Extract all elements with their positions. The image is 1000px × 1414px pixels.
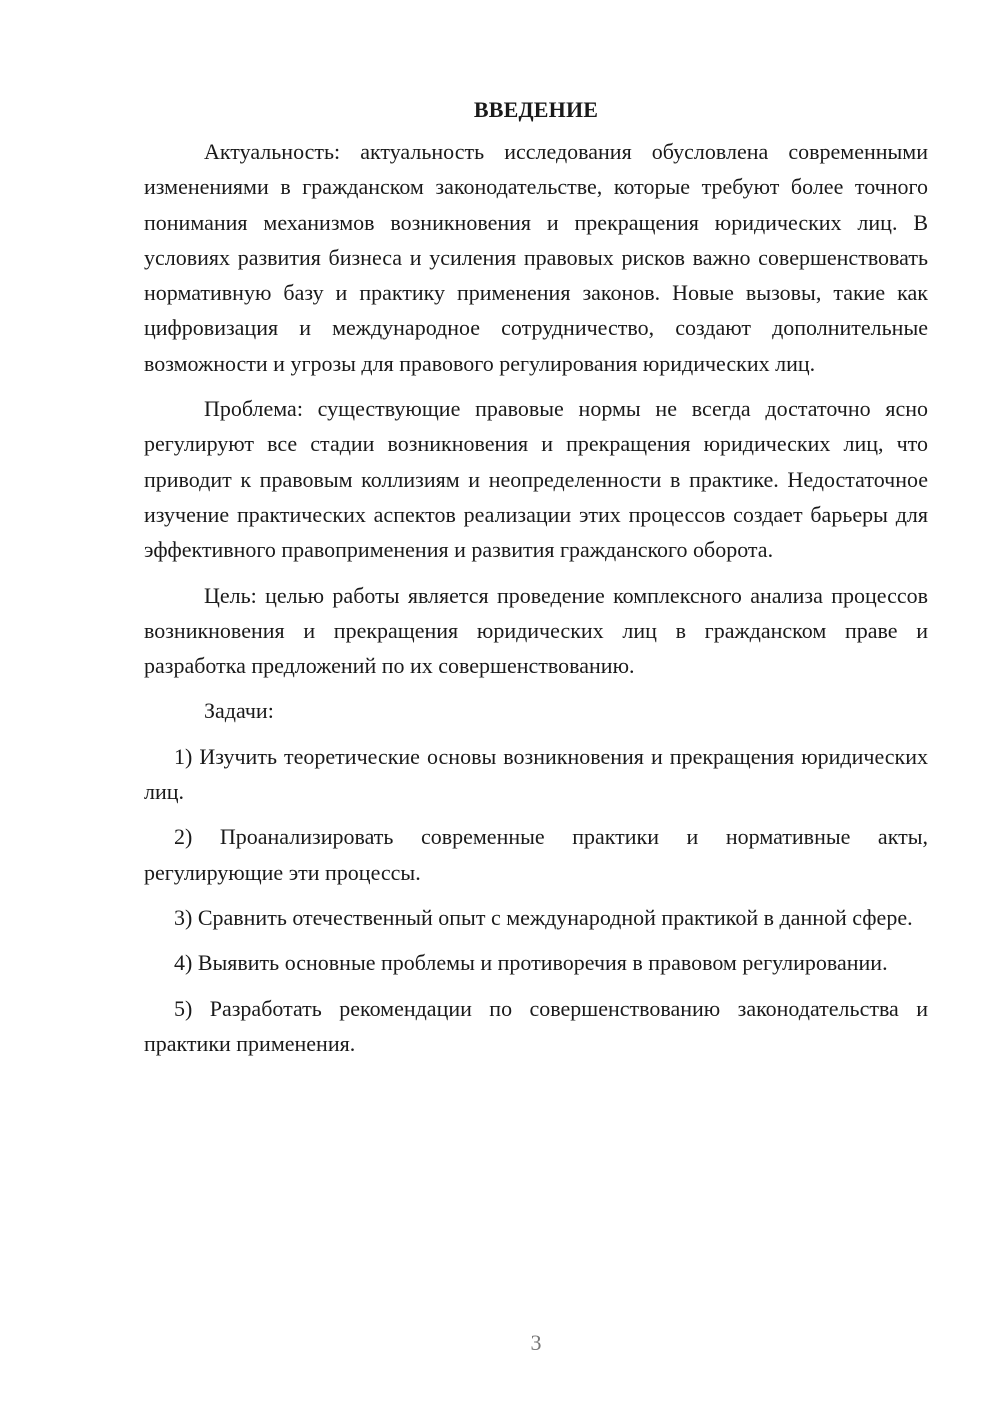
document-page	[144, 92, 928, 1071]
tasks-heading: Задачи:	[204, 698, 274, 724]
task-item: 5) Разработать рекомендации по совершенствованию законодательства и практики применения.	[144, 995, 928, 1056]
paragraph-relevance: Актуальность: актуальность исследования обусловлена современными изменениями в гражданском законодательстве, которые требуют более точного понимания механизмов возникновения и прекращения юридических лиц. В условиях развития бизнеса и усиления правовых рисков важно совершенствовать нормативную базу и практику применения законов. Новые вызовы, такие как цифровизация и международное сотрудничество, создают дополнительные возможности и угрозы для правового регулирования юридических лиц.	[144, 139, 928, 376]
page-number: 3	[530, 1330, 542, 1355]
task-item: 3) Сравнить отечественный опыт с международной практикой в данной сфере.	[174, 904, 913, 930]
task-item: 1) Изучить теоретические основы возникновения и прекращения юридических лиц.	[144, 743, 928, 805]
task-item: 2) Проанализировать современные практики и нормативные акты, регулирующие эти процессы.	[144, 824, 928, 885]
task-item: 4) Выявить основные проблемы и противоречия в правовом регулировании.	[174, 950, 888, 976]
paragraph-goal: Цель: целью работы является проведение комплексного анализа процессов возникновения и прекращения юридических лиц в гражданском праве и разработка предложений по их совершенствованию.	[144, 582, 928, 679]
paragraph-problem: Проблема: существующие правовые нормы не всегда достаточно ясно регулируют все стадии возникновения и прекращения юридических лиц, что приводит к правовым коллизиям и неопределенности в практике. Недостаточное изучение практических аспектов реализации этих процессов создает барьеры для эффективного правоприменения и развития гражданского оборота.	[144, 396, 928, 563]
page-title: ВВЕДЕНИЕ	[473, 97, 599, 122]
